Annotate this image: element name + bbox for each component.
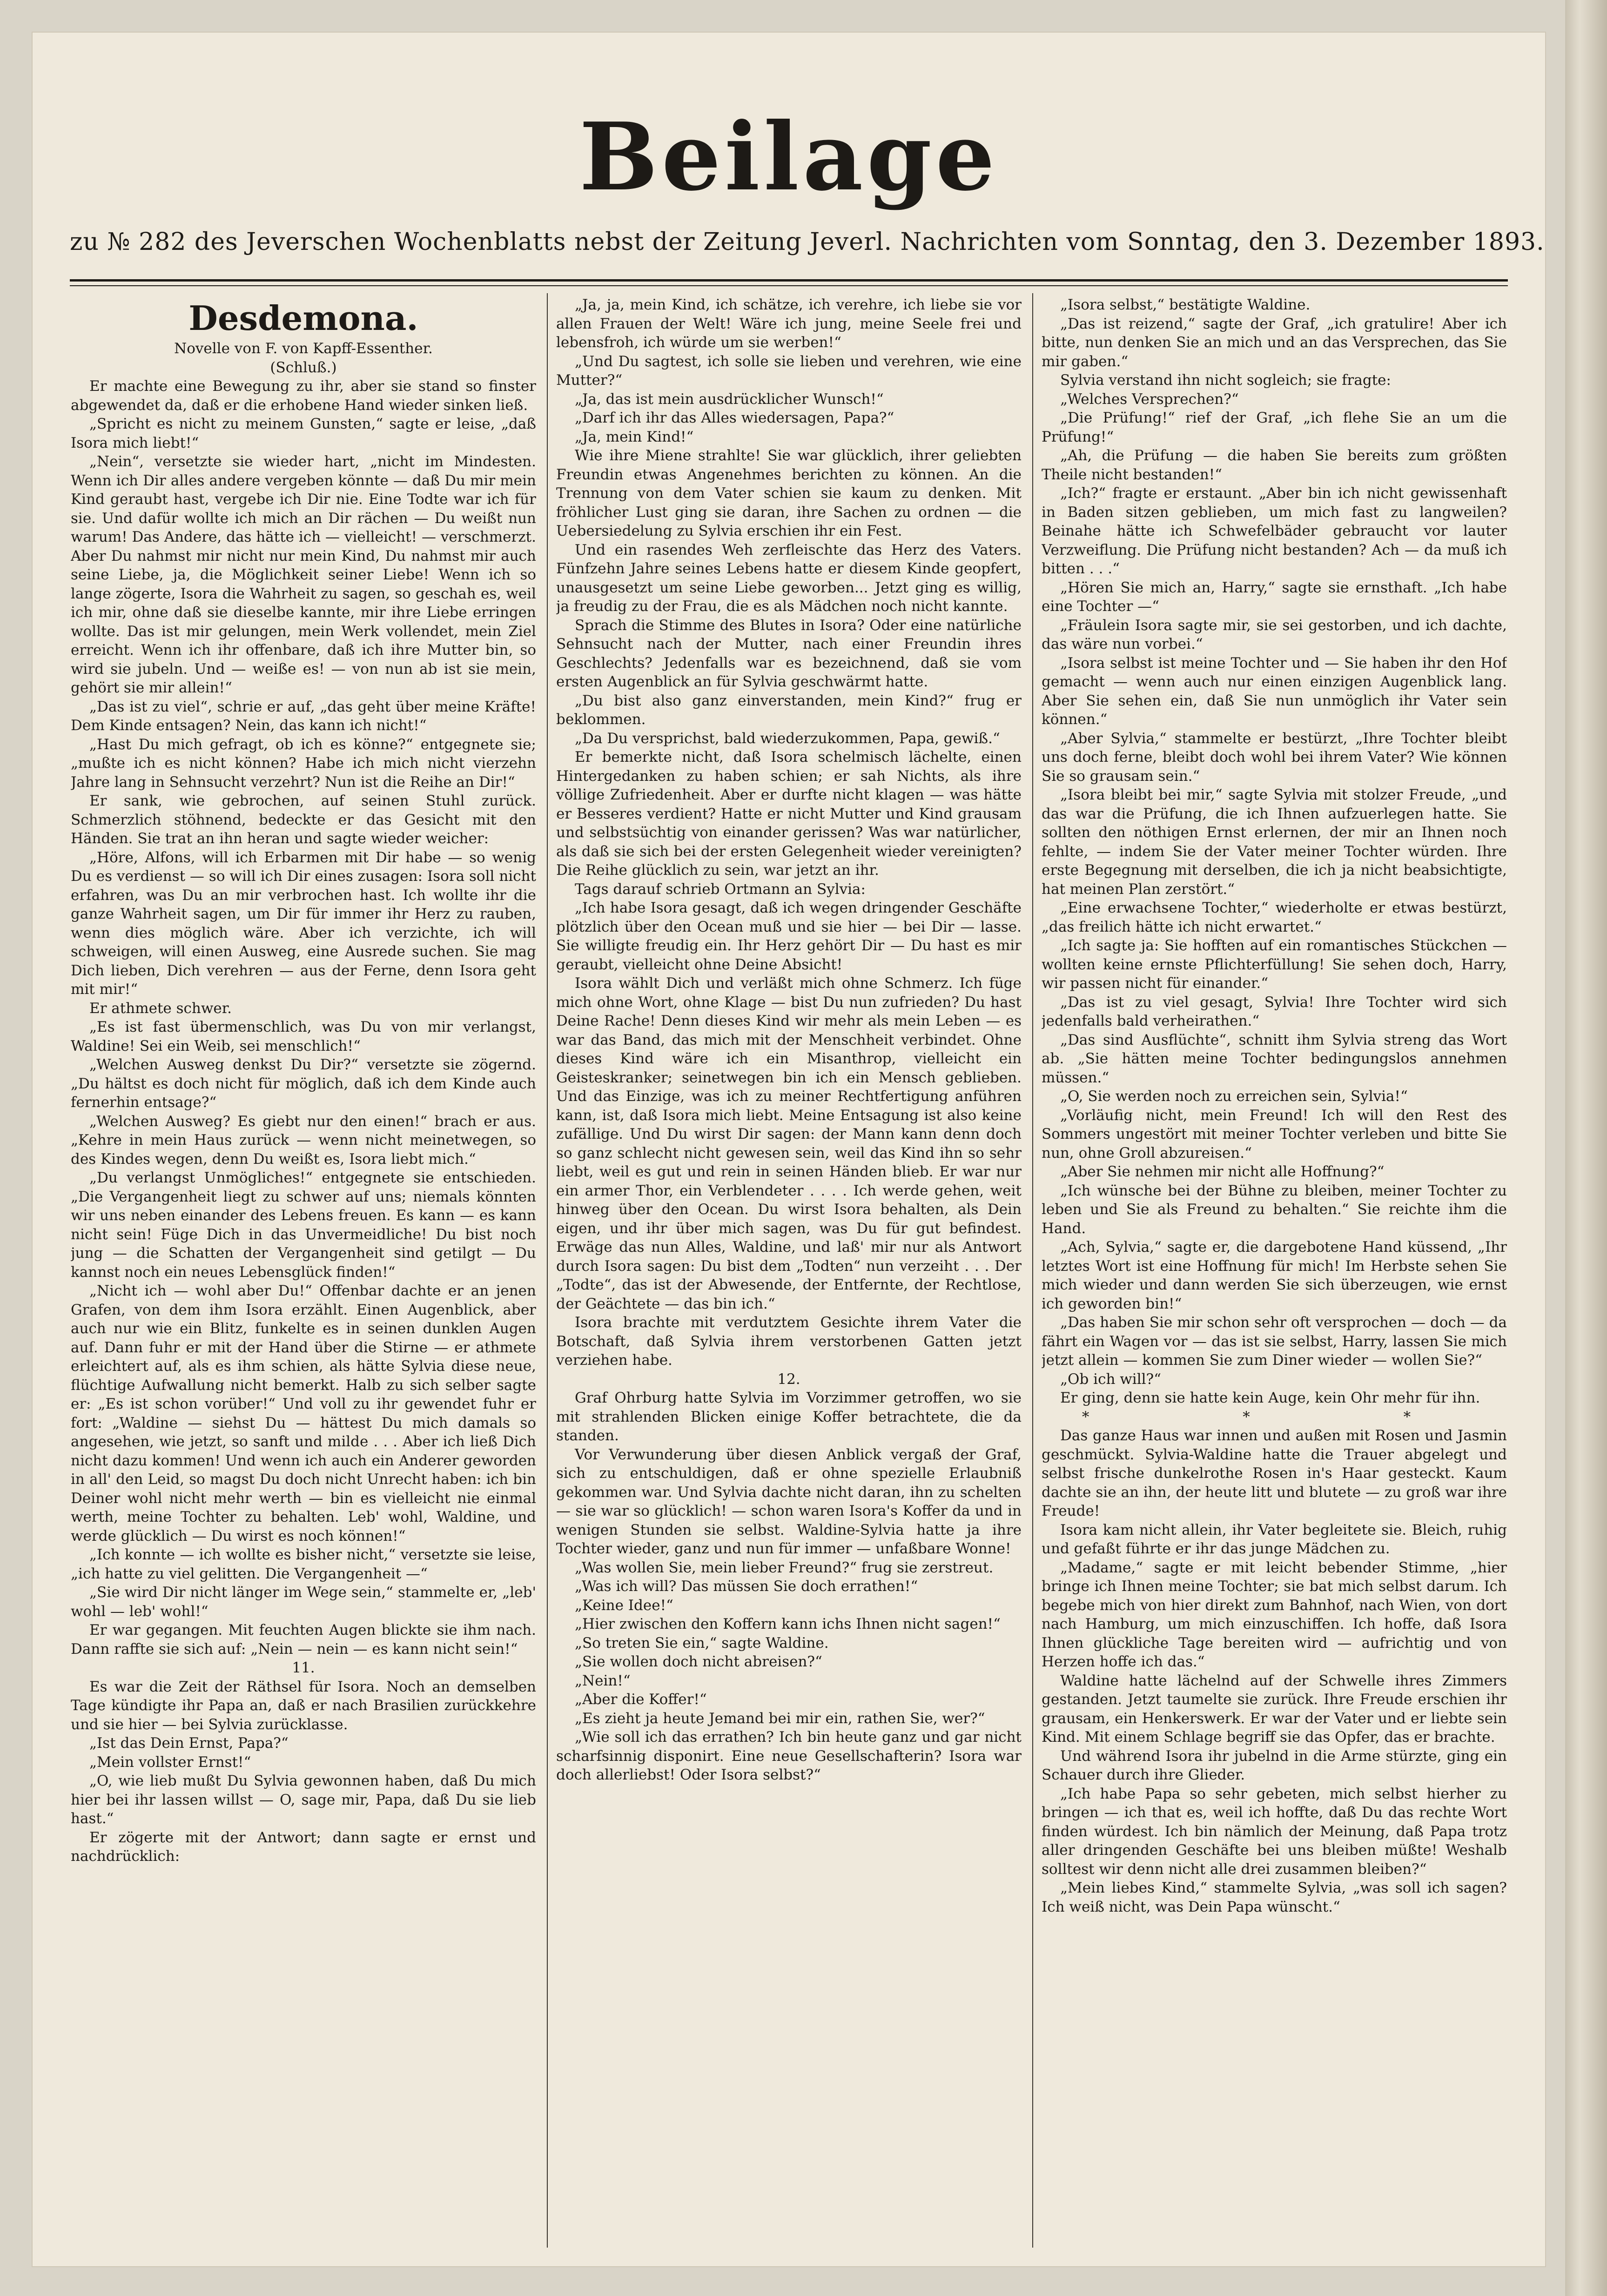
paragraph: „Hier zwischen den Koffern kann ichs Ihnen nicht sagen!“	[575, 1616, 1001, 1632]
paragraph: „Vorläufig nicht, mein Freund! Ich will den Rest des Sommers ungestört mit meiner Tochter verleben und bitte Sie nun, ohne Groll abzureisen.“	[1042, 1107, 1507, 1161]
paragraph: „Ich habe Isora gesagt, daß ich wegen dringender Geschäfte plötzlich über den Ocean muß und sie hier — bei Dir — lasse. Sie willigte freudig ein. Ihr Herz gehört Dir — Du hast es mir geraubt, vielleicht ohne Deine Absicht!	[556, 900, 1022, 973]
paragraph: 12.	[777, 1370, 800, 1388]
column-separator	[1032, 293, 1033, 2248]
article-byline: Novelle von F. von Kapff-Essenther.	[174, 340, 433, 357]
paragraph: „Das ist zu viel“, schrie er auf, „das geht über meine Kräfte! Dem Kinde entsagen? Nein, das kann ich nicht!“	[71, 698, 536, 734]
issue-line: zu № 282 des Jeverschen Wochenblatts nebst der Zeitung Jeverl. Nachrichten vom Sonntag, den 3. Dezember 1893.	[70, 228, 1545, 256]
paragraph: „Das haben Sie mir schon sehr oft versprochen — doch — da fährt ein Wagen vor — das ist sie selbst, Harry, lassen Sie mich jetzt allein — kommen Sie zum Diner wieder — wollen Sie?“	[1042, 1314, 1507, 1369]
paragraph: Graf Ohrburg hatte Sylvia im Vorzimmer getroffen, wo sie mit strahlenden Blicken einige Koffer betrachtete, die da standen.	[556, 1390, 1022, 1444]
paragraph: „Das ist zu viel gesagt, Sylvia! Ihre Tochter wird sich jedenfalls bald verheirathen.“	[1042, 994, 1507, 1029]
column-1	[71, 295, 536, 2250]
paragraph: „Ja, ja, mein Kind, ich schätze, ich verehre, ich liebe sie vor allen Frauen der Welt! Wäre ich jung, meine Seele frei und lebensfroh, ich würde um sie werben!“	[556, 296, 1022, 351]
paragraph: „Die Prüfung!“ rief der Graf, „ich flehe Sie an um die Prüfung!“	[1042, 410, 1507, 445]
paragraph: „Das ist reizend,“ sagte der Graf, „ich gratulire! Aber ich bitte, nun denken Sie an mich und an das Versprechen, das Sie mir gaben.“	[1042, 315, 1507, 370]
paragraph: Wie ihre Miene strahlte! Sie war glücklich, ihrer geliebten Freundin etwas Angenehmes berichten zu können. An die Trennung von dem Vater schien sie kaum zu denken. Mit fröhlicher Lust ging sie daran, ihre Sachen zu ordnen — die Uebersiedelung zu Sylvia erschien ihr ein Fest.	[556, 447, 1022, 539]
paragraph: „Hast Du mich gefragt, ob ich es könne?“ entgegnete sie; „mußte ich es nicht können? Habe ich mich nicht vierzehn Jahre lang in Sehnsucht verzehrt? Nun ist die Reihe an Dir!“	[71, 736, 536, 791]
paragraph: Isora wählt Dich und verläßt mich ohne Schmerz. Ich füge mich ohne Wort, ohne Klage — bist Du nun zufrieden? Du hast Deine Rache! Denn dieses Kind wir mehr als mein Leben — es war das Band, das mich mit der Menschheit verbindet. Ohne dieses Kind wäre ich ein Misanthrop, vielleicht ein Geisteskranker; seinetwegen bin ich ein Mensch geblieben. Und das Einzige, was ich zu meiner Rechtfertigung anführen kann, ist, daß Isora mich liebt. Meine Entsagung ist also keine zufällige. Und Du wirst Dir sagen: der Mann kann denn doch so ganz schlecht nicht gewesen sein, weil das Kind ihn so sehr liebt, weil es gut und rein in seinen Händen blieb. Er war nur ein armer Thor, ein Verblendeter . . . . Ich werde gehen, weit hinweg über den Ocean. Du wirst Isora behalten, als Dein eigen, und ihr über mich sagen, was Du für gut befindest. Erwäge das nun Alles, Waldine, und laß' mir nur als Antwort durch Isora sagen: Du bist dem „Todten“ nun verzeiht . . . Der „Todte“, das ist der Abwesende, der Entfernte, der Rechtlose, der Geächtete — das bin ich.“	[556, 975, 1022, 1312]
paragraph: „Sie wird Dir nicht länger im Wege sein,“ stammelte er, „leb' wohl — leb' wohl!“	[71, 1584, 536, 1620]
paragraph: „Und Du sagtest, ich solle sie lieben und verehren, wie eine Mutter?“	[556, 353, 1022, 389]
paragraph: Er war gegangen. Mit feuchten Augen blickte sie ihm nach. Dann raffte sie sich auf: „Nein — nein — es kann nicht sein!“	[71, 1622, 536, 1658]
paragraph: „Keine Idee!“	[575, 1597, 673, 1614]
paragraph: „Isora bleibt bei mir,“ sagte Sylvia mit stolzer Freude, „und das war die Prüfung, die ich Ihnen aufzuerlegen hatte. Sie sollten den nöthigen Ernst erlernen, der mir an Ihnen noch fehlte, — indem Sie der Vater meiner Tochter würden. Ihre erste Begegnung mit derselben, die ich ja nicht beabsichtigte, hat meinen Plan zerstört.“	[1042, 786, 1507, 898]
paragraph: „Höre, Alfons, will ich Erbarmen mit Dir habe — so wenig Du es verdienst — so will ich Dir eines zusagen: Isora soll nicht erfahren, was Du an mir verbrochen hast. Ich wollte ihr die ganze Wahrheit sagen, um Dir für immer ihr Herz zu rauben, wenn dies möglich wäre. Aber ich verzichte, ich will schweigen, will einen Ausweg, eine Ausrede suchen. Sie mag Dich lieben, Dich verehren — aus der Ferne, denn Isora geht mit mir!“	[71, 849, 536, 998]
paragraph: „Mein vollster Ernst!“	[89, 1753, 251, 1771]
paragraph: „Ja, das ist mein ausdrücklicher Wunsch!“	[575, 390, 884, 408]
article-title: Desdemona.	[188, 298, 418, 338]
paragraph: „Ja, mein Kind!“	[575, 428, 694, 445]
paragraph: Isora brachte mit verdutztem Gesichte ihrem Vater die Botschaft, daß Sylvia ihrem verstorbenen Gatten jetzt verziehen habe.	[556, 1314, 1022, 1369]
paragraph: * * *	[1082, 1408, 1486, 1425]
paragraph: Er zögerte mit der Antwort; dann sagte er ernst und nachdrücklich:	[71, 1829, 536, 1865]
paragraph: „Isora selbst,“ bestätigte Waldine.	[1060, 296, 1311, 313]
paragraph: „So treten Sie ein,“ sagte Waldine.	[575, 1634, 829, 1652]
paragraph: „Nein“, versetzte sie wieder hart, „nicht im Mindesten. Wenn ich Dir alles andere vergeben könnte — daß Du mir mein Kind geraubt hast, vergebe ich Dir nie. Eine Todte war ich für sie. Und dafür wollte ich mich an Dir rächen — Du weißt nun warum! Das Andere, das hätte ich — vielleicht! — verschmerzt. Aber Du nahmst mir nicht nur mein Kind, Du nahmst mir auch seine Liebe, ja, die Möglichkeit seiner Liebe! Wenn ich so lange zögerte, Isora die Wahrheit zu sagen, so geschah es, weil ich mir, ohne daß sie dieselbe kannte, mir ihre Liebe erringen wollte. Das ist mir gelungen, mein Werk vollendet, mein Ziel erreicht. Wenn ich ihr offenbare, daß ich ihre Mutter bin, so wird sie jubeln. Und — weiße es! — von nun ab ist sie mein, gehört sie mir allein!“	[71, 453, 536, 696]
paragraph: „Isora selbst ist meine Tochter und — Sie haben ihr den Hof gemacht — wenn auch nur einen einzigen Augenblick lang. Aber Sie sehen ein, daß Sie nun unmöglich ihr Vater sein können.“	[1042, 654, 1507, 728]
paragraph: Er ging, denn sie hatte kein Auge, kein Ohr mehr für ihn.	[1060, 1390, 1480, 1406]
paragraph: „Ich habe Papa so sehr gebeten, mich selbst hierher zu bringen — ich that es, weil ich hoffte, daß Du das rechte Wort finden würdest. Ich bin nämlich der Meinung, daß Papa trotz aller dringenden Geschäfte bei uns bleiben müßte! Weshalb solltest wir denn nicht alle drei zusammen bleiben?“	[1042, 1785, 1507, 1878]
paragraph: „Ach, Sylvia,“ sagte er, die dargebotene Hand küssend, „Ihr letztes Wort ist eine Hoffnung für mich! Im Herbste sehen Sie mich wieder und dann werden Sie sich überzeugen, wie ernst ich geworden bin!“	[1042, 1239, 1507, 1312]
paragraph: „Eine erwachsene Tochter,“ wiederholte er etwas bestürzt, „das freilich hätte ich nicht erwartet.“	[1042, 900, 1507, 935]
paragraph: „Wie soll ich das errathen? Ich bin heute ganz und gar nicht scharfsinnig disponirt. Eine neue Gesellschafterin? Isora war doch allerliebst! Oder Isora selbst?“	[556, 1729, 1022, 1783]
paragraph: „Nicht ich — wohl aber Du!“ Offenbar dachte er an jenen Grafen, von dem ihm Isora erzählt. Einen Augenblick, aber auch nur wie ein Blitz, funkelte es in seinen dunklen Augen auf. Dann fuhr er mit der Hand über die Stirne — er athmete erleichtert auf, als es ihm schien, als hätte Sylvia diese neue, flüchtige Aufwallung nicht bemerkt. Halb zu sich selber sagte er: „Es ist schon vorüber!“ Und voll zu ihr gewendet fuhr er fort: „Waldine — siehst Du — hättest Du mich damals so angesehen, wie jetzt, so sanft und milde . . . Aber ich ließ Dich nicht dazu kommen! Und wenn ich auch ein Anderer geworden in all' den Leid, so magst Du doch nicht Unrecht haben: ich bin Deiner wohl nicht mehr werth — bin es vielleicht nie einmal werth, meine Tochter zu behalten. Leb' wohl, Waldine, und werde glücklich — Du wirst es noch können!“	[71, 1282, 536, 1544]
paragraph: „Was ich will? Das müssen Sie doch errathen!“	[575, 1578, 918, 1595]
column-3	[1042, 295, 1507, 2250]
paragraph: „Ist das Dein Ernst, Papa?“	[89, 1735, 289, 1752]
column-1-text	[71, 377, 536, 1866]
paragraph: „Madame,“ sagte er mit leicht bebender Stimme, „hier bringe ich Ihnen meine Tochter; sie bat mich selbst darum. Ich begebe mich von hier direkt zum Bahnhof, nach Wien, von dort nach Hamburg, um mich einzuschiffen. Ich hoffe, daß Isora Ihnen glückliche Tage bereiten wird — aufrichtig und von Herzen hoffe ich das.“	[1042, 1559, 1507, 1670]
paragraph: „Ob ich will?“	[1060, 1370, 1162, 1388]
paragraph: „Du verlangst Unmögliches!“ entgegnete sie entschieden. „Die Vergangenheit liegt zu schwer auf uns; niemals könnten wir uns neben einander des Lebens freuen. Es kann — es kann nicht sein! Füge Dich in das Unvermeidliche! Du bist noch jung — die Schatten der Vergangenheit sind getilgt — Du kannst noch ein neues Lebensglück finden!“	[71, 1169, 536, 1281]
paragraph: „Das sind Ausflüchte“, schnitt ihm Sylvia streng das Wort ab. „Sie hätten meine Tochter bedingungslos annehmen müssen.“	[1042, 1031, 1507, 1086]
paragraph: „Hören Sie mich an, Harry,“ sagte sie ernsthaft. „Ich habe eine Tochter —“	[1042, 579, 1507, 615]
paragraph: „Sie wollen doch nicht abreisen?“	[575, 1653, 822, 1670]
paragraph: „Welches Versprechen?“	[1060, 390, 1239, 408]
column-3-text	[1042, 295, 1507, 1916]
paragraph: „Ich konnte — ich wollte es bisher nicht,“ versetzte sie leise, „ich hatte zu viel gelitten. Die Vergangenheit —“	[71, 1546, 536, 1582]
paragraph: Das ganze Haus war innen und außen mit Rosen und Jasmin geschmückt. Sylvia-Waldine hatte die Trauer abgelegt und selbst frische dunkelrothe Rosen in's Haar gesteckt. Kaum dachte sie an ihn, der heute litt und blutete — zu groß war ihre Freude!	[1042, 1427, 1507, 1519]
paragraph: 11.	[292, 1659, 315, 1676]
paragraph: „O, wie lieb mußt Du Sylvia gewonnen haben, daß Du mich hier bei ihr lassen willst — O, sage mir, Papa, daß Du sie lieb hast.“	[71, 1772, 536, 1827]
paragraph: „Welchen Ausweg denkst Du Dir?“ versetzte sie zögernd. „Du hältst es doch nicht für möglich, daß ich dem Kinde auch fernerhin entsage?“	[71, 1056, 536, 1111]
paragraph: „Mein liebes Kind,“ stammelte Sylvia, „was soll ich sagen? Ich weiß nicht, was Dein Papa wünscht.“	[1042, 1880, 1507, 1915]
paragraph: „Was wollen Sie, mein lieber Freund?“ frug sie zerstreut.	[575, 1559, 994, 1576]
paragraph: Tags darauf schrieb Ortmann an Sylvia:	[575, 880, 866, 898]
paragraph: „Ich wünsche bei der Bühne zu bleiben, meiner Tochter zu leben und Sie als Freund zu behalten.“ Sie reichte ihm die Hand.	[1042, 1182, 1507, 1237]
paragraph: Waldine hatte lächelnd auf der Schwelle ihres Zimmers gestanden. Jetzt taumelte sie zurück. Ihre Freude erschien ihr grausam, ein Henkerswerk. Er war der Vater und er liebte sein Kind. Mit einem Schlage begriff sie das Opfer, das er brachte.	[1042, 1672, 1507, 1745]
header-rule-thin	[70, 285, 1508, 286]
column-2-text	[556, 295, 1022, 1785]
paragraph: „Spricht es nicht zu meinem Gunsten,“ sagte er leise, „daß Isora mich liebt!“	[71, 416, 536, 451]
paragraph: Vor Verwunderung über diesen Anblick vergaß der Graf, sich zu entschuldigen, daß er ohne spezielle Erlaubniß gekommen war. Und Sylvia dachte nicht daran, ihn zu schelten — sie war so glücklich! — schon waren Isora's Koffer da und in wenigen Stunden sie selbst. Waldine-Sylvia hatte ja ihre Tochter wieder, ganz und nun für immer — unfaßbare Wonne!	[556, 1446, 1022, 1557]
paragraph: Und ein rasendes Weh zerfleischte das Herz des Vaters. Fünfzehn Jahre seines Lebens hatte er diesem Kinde geopfert, unausgesetzt um seine Liebe geworben... Jetzt ging es willig, ja freudig zu der Frau, die es als Mädchen noch nicht kannte.	[556, 541, 1022, 615]
paragraph: Es war die Zeit der Räthsel für Isora. Noch an demselben Tage kündigte ihr Papa an, daß er nach Brasilien zurückkehre und sie hier — bei Sylvia zurücklasse.	[71, 1678, 536, 1733]
page-edge	[1565, 0, 1607, 2296]
paragraph: Er sank, wie gebrochen, auf seinen Stuhl zurück. Schmerzlich stöhnend, bedeckte er das Gesicht mit den Händen. Sie trat an ihn heran und sagte wieder weicher:	[71, 792, 536, 847]
paragraph: „Da Du versprichst, bald wiederzukommen, Papa, gewiß.“	[575, 730, 1000, 747]
paragraph: „Nein!“	[575, 1672, 631, 1689]
paragraph: „Welchen Ausweg? Es giebt nur den einen!“ brach er aus. „Kehre in mein Haus zurück — wenn nicht meinetwegen, so des Kindes wegen, denn Du weißt es, Isora liebt mich.“	[71, 1113, 536, 1168]
paragraph: „Es zieht ja heute Jemand bei mir ein, rathen Sie, wer?“	[575, 1710, 985, 1727]
paragraph: „Darf ich ihr das Alles wiedersagen, Papa?“	[575, 410, 894, 426]
paragraph: „Ich sagte ja: Sie hofften auf ein romantisches Stückchen — wollten keine ernste Pflichterfüllung! Sie sehen doch, Harry, wir passen nicht für einander.“	[1042, 937, 1507, 992]
paragraph: „Ah, die Prüfung — die haben Sie bereits zum größten Theile nicht bestanden!“	[1042, 447, 1507, 483]
header-rule	[70, 279, 1508, 282]
paragraph: „Fräulein Isora sagte mir, sie sei gestorben, und ich dachte, das wäre nun vorbei.“	[1042, 617, 1507, 652]
paragraph: Isora kam nicht allein, ihr Vater begleitete sie. Bleich, ruhig und gefaßt führte er ihr das junge Mädchen zu.	[1042, 1521, 1507, 1557]
paragraph: „O, Sie werden noch zu erreichen sein, Sylvia!“	[1060, 1088, 1408, 1105]
paragraph: Und während Isora ihr jubelnd in die Arme stürzte, ging ein Schauer durch ihre Glieder.	[1042, 1747, 1507, 1783]
paragraph: „Es ist fast übermenschlich, was Du von mir verlangst, Waldine! Sei ein Weib, sei menschlich!“	[71, 1019, 536, 1054]
newspaper-page	[33, 33, 1545, 2266]
paragraph: Er machte eine Bewegung zu ihr, aber sie stand so finster abgewendet da, daß er die erhobene Hand wieder sinken ließ.	[71, 378, 536, 414]
paragraph: Er athmete schwer.	[89, 1000, 232, 1017]
paragraph: Sprach die Stimme des Blutes in Isora? Oder eine natürliche Sehnsucht nach der Mutter, nach einer Freundin ihres Geschlechts? Jedenfalls war es bezeichnend, daß sie vom ersten Augenblick an für Sylvia geschwärmt hatte.	[556, 617, 1022, 690]
paragraph: „Aber Sylvia,“ stammelte er bestürzt, „Ihre Tochter bleibt uns doch ferne, bleibt doch wohl bei ihrem Vater? Wie können Sie so grausam sein.“	[1042, 730, 1507, 785]
column-separator	[547, 293, 548, 2248]
masthead: Beilage	[579, 102, 999, 212]
paragraph: Er bemerkte nicht, daß Isora schelmisch lächelte, einen Hintergedanken zu haben schien; er sah Nichts, als ihre völlige Zufriedenheit. Aber er durfte nicht klagen — was hätte er Besseres verdient? Hatte er nicht Mutter und Kind grausam und selbstsüchtig von einander gerissen? Was war natürlicher, als daß sie sich bei der ersten Gelegenheit wieder vereinigten? Die Reihe glücklich zu sein, war jetzt an ihr.	[556, 749, 1022, 879]
article-continuation: (Schluß.)	[270, 359, 337, 376]
paragraph: Sylvia verstand ihn nicht sogleich; sie fragte:	[1060, 372, 1391, 389]
column-2	[556, 295, 1022, 2250]
paragraph: „Aber Sie nehmen mir nicht alle Hoffnung?“	[1060, 1163, 1385, 1180]
paragraph: „Ich?“ fragte er erstaunt. „Aber bin ich nicht gewissenhaft in Baden sitzen geblieben, um mich fast zu langweilen? Beinahe hätte ich Schwefelbäder gebraucht vor lauter Verzweiflung. Die Prüfung nicht bestanden? Ach — da muß ich bitten . . .“	[1042, 485, 1507, 577]
paragraph: „Aber die Koffer!“	[575, 1691, 707, 1708]
paragraph: „Du bist also ganz einverstanden, mein Kind?“ frug er beklommen.	[556, 692, 1022, 728]
